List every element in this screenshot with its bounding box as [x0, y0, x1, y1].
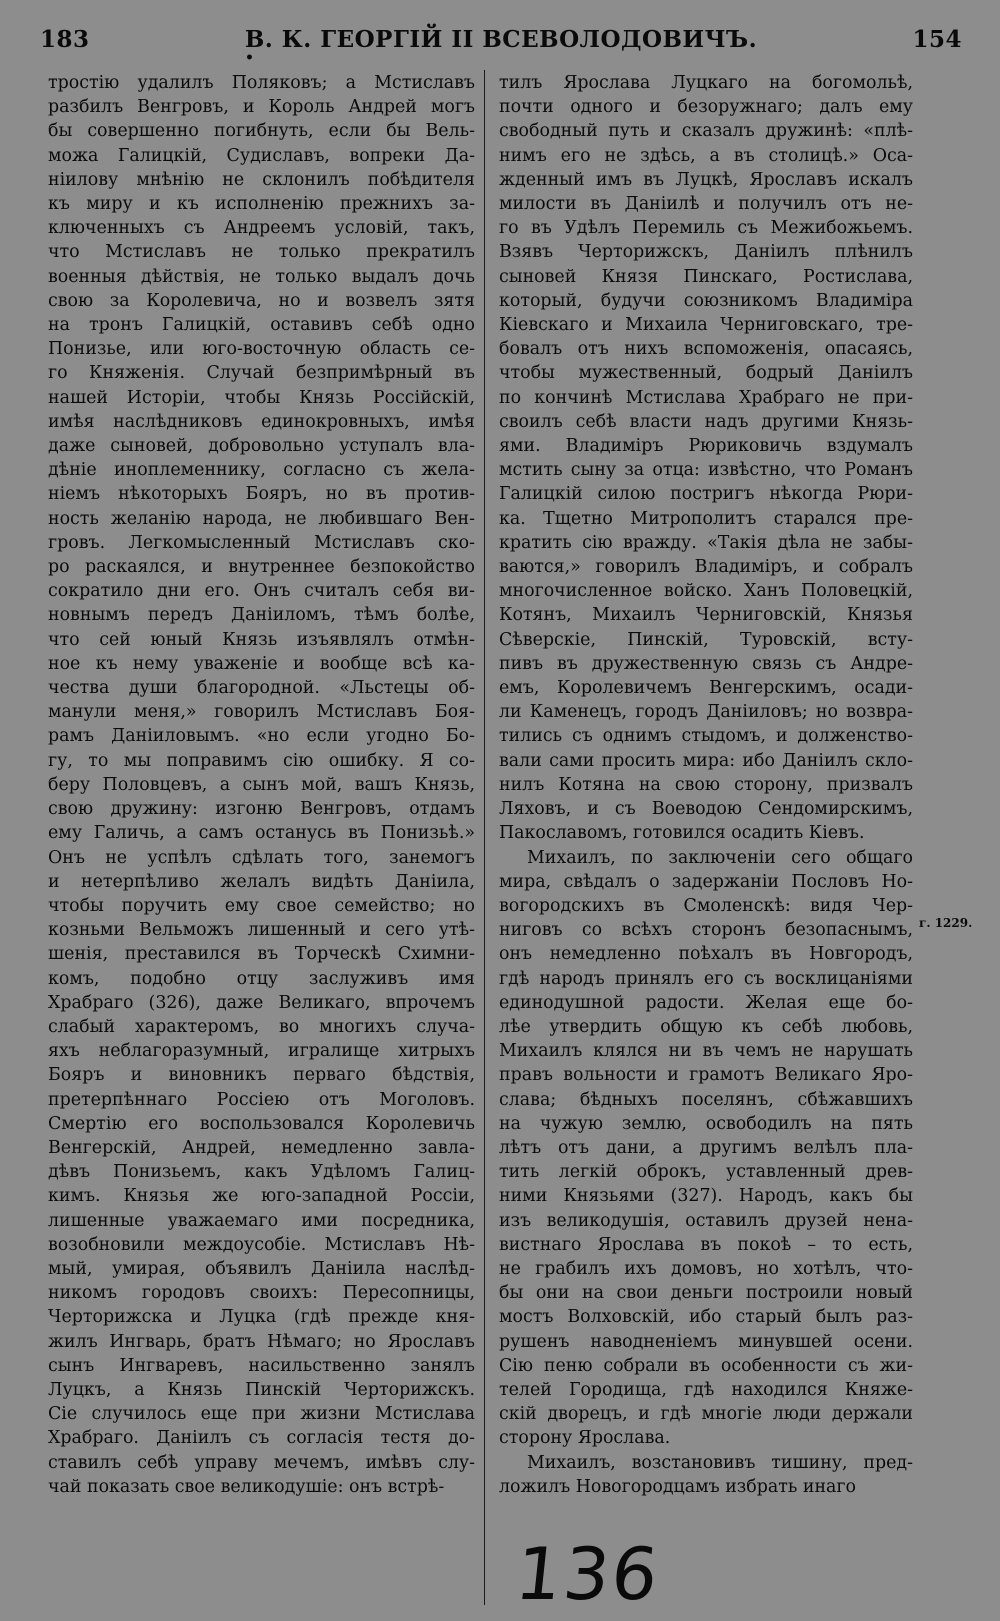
text-line: никомъ городовъ своихъ: Пересопницы,: [48, 1283, 475, 1304]
text-line: чтобы мужественный, бодрый Даніилъ: [499, 363, 913, 384]
text-line: телей Городища, гдѣ находился Княже-: [499, 1379, 913, 1400]
text-line: что Мстиславъ не только прекратилъ: [48, 242, 475, 263]
text-line: го въ Удѣлъ Перемиль съ Межибожьемъ.: [499, 218, 913, 239]
text-line: тилъ Ярослава Луцкаго на богомольѣ,: [499, 73, 913, 93]
text-line: нашей Исторіи, чтобы Князь Россійскій,: [48, 387, 475, 408]
text-line: ро раскаялся, и внутреннее безпокойство: [48, 557, 475, 578]
text-line: Котянъ, Михаилъ Черниговскій, Князья: [499, 605, 913, 626]
text-line: нилъ Котяна на свою сторону, призвалъ: [499, 774, 913, 795]
text-line: Сію пеню собрали въ особенности съ жи-: [499, 1355, 913, 1376]
text-line: Храбраго (326), даже Великаго, впрочемъ: [48, 992, 475, 1013]
text-line: Сіе случилось еще при жизни Мстислава: [48, 1404, 475, 1425]
text-line: Храбраго. Даніилъ съ согласія тестя до-: [48, 1428, 475, 1449]
text-line: не грабилъ ихъ домовъ, но хотѣлъ, что-: [499, 1258, 913, 1279]
page-number-right: 154: [912, 26, 962, 53]
header-dot: •: [245, 50, 255, 66]
running-header: [40, 26, 962, 66]
text-line: правъ вольности и грамотъ Великаго Яро-: [499, 1065, 913, 1086]
text-line: Бояръ и виновникъ перваго бѣдствія,: [48, 1065, 475, 1086]
text-line: слава; бѣдныхъ поселянъ, сбѣжавшихъ: [499, 1089, 913, 1110]
text-line: лишенные уважаемаго ими посредника,: [48, 1210, 475, 1231]
text-line: къ миру и къ исполненію прежнихъ за-: [48, 194, 475, 215]
text-line: мстить сыну за отца: извѣстно, что Романъ: [499, 460, 913, 481]
page-number-left: 183: [40, 26, 90, 53]
text-line: Михаилъ, возстановивъ тишину, пред-: [527, 1452, 913, 1473]
text-line: что сей юный Князь изъявлялъ отмѣн-: [48, 629, 475, 650]
text-line: вогородскихъ въ Смоленскѣ: видя Чер-: [499, 895, 913, 916]
text-line: Венгерскій, Андрей, немедленно завла-: [48, 1137, 475, 1158]
text-line: изъ великодушія, оставилъ друзей нена-: [499, 1210, 913, 1231]
text-line: военныя дѣйствія, не только выдалъ дочь: [48, 266, 475, 287]
text-line: комъ, подобно отцу заслуживъ имя: [48, 968, 475, 989]
text-line: ставилъ себѣ управу мечемъ, имѣвъ слу-: [48, 1452, 475, 1473]
text-line: Понизье, или юго-восточную область се-: [48, 339, 475, 360]
text-line: гу, то мы поправимъ сію ошибку. Я со-: [48, 750, 475, 771]
text-line: Онъ не успѣлъ сдѣлать того, занемогъ: [48, 847, 475, 868]
text-line: жилъ Ингварь, братъ Нѣмаго; но Ярославъ: [48, 1331, 475, 1352]
text-line: вистнаго Ярослава въ покоѣ – то есть,: [499, 1234, 913, 1255]
text-line: имѣя наслѣдниковъ единокровныхъ, имѣя: [48, 411, 475, 432]
text-line: своилъ себѣ власти надъ другими Князь-: [499, 411, 913, 432]
text-line: Галицкій силою постригъ нѣкогда Рюри-: [499, 484, 913, 505]
text-line: ями. Владиміръ Рюриковичь вздумалъ: [499, 436, 913, 457]
text-line: новнымъ передъ Даніиломъ, тѣмъ болѣе,: [48, 605, 475, 626]
text-line: Ляховъ, и съ Воеводою Сендомирскимъ,: [499, 799, 913, 820]
text-line: яхъ неблагоразумный, игралище хитрыхъ: [48, 1041, 475, 1062]
text-line: Кіевскаго и Михаила Черниговскаго, тре-: [499, 315, 913, 336]
running-title: В. К. ГЕОРГІЙ II ВСЕВОЛОДОВИЧЪ.: [244, 26, 758, 53]
handwritten-folio-number: 136: [511, 1532, 664, 1616]
text-line: претерпѣннаго Россіею отъ Моголовъ.: [48, 1089, 475, 1110]
text-line: почти одного и безоружнаго; далъ ему: [499, 97, 913, 118]
text-line: сократило дни его. Онъ считалъ себя ви-: [48, 581, 475, 602]
text-line: многочисленное войско. Ханъ Половецкій,: [499, 581, 913, 602]
text-line: и нетерпѣливо желалъ видѣть Даніила,: [48, 871, 475, 892]
text-line: ему Галичь, а самъ останусь въ Понизьѣ.»: [48, 823, 475, 844]
text-line: ніилову мнѣнію не склонилъ побѣдителя: [48, 169, 475, 190]
text-line: ключенныхъ съ Андреемъ условій, такъ,: [48, 218, 475, 239]
text-line: гдѣ народъ принялъ его съ восклицаніями: [499, 968, 913, 989]
text-line: емъ, Королевичемъ Венгерскимъ, осади-: [499, 678, 913, 699]
text-line: беру Половцевъ, а сынъ мой, вашъ Князь,: [48, 774, 475, 795]
text-line: сыновей Князя Пинскаго, Ростислава,: [499, 266, 913, 287]
text-line: ніемъ нѣкоторыхъ Бояръ, но въ против-: [48, 484, 475, 505]
text-line: сынъ Ингваревъ, насильственно занялъ: [48, 1355, 475, 1376]
text-line: разбилъ Венгровъ, и Король Андрей могъ: [48, 97, 475, 118]
right-text-column: [499, 71, 913, 1499]
text-line: Сѣверскіе, Пинскій, Туровскій, всту-: [499, 629, 913, 650]
text-line: манули меня,» говорилъ Мстиславъ Боя-: [48, 702, 475, 723]
text-line: бы они на свои деньги построили новый: [499, 1283, 913, 1304]
text-line: ниговъ со всѣхъ сторонъ безопаснымъ,: [499, 920, 913, 941]
text-line: рушенъ наводненіемъ минувшей осени.: [499, 1331, 913, 1352]
text-line: свою дружину: изгоню Венгровъ, отдамъ: [48, 799, 475, 820]
text-line: Черторижска и Луцка (гдѣ прежде кня-: [48, 1307, 475, 1328]
text-line: на чужую землю, освободилъ на пять: [499, 1113, 913, 1134]
text-line: вали сами просить мира: ибо Даніилъ скло-: [499, 750, 913, 771]
left-text-column: [48, 71, 475, 1499]
text-line: ли Каменецъ, городъ Даніиловъ; но возвра-: [499, 702, 913, 723]
text-line: свою за Королевича, но и возвелъ зятя: [48, 290, 475, 311]
text-line: дѣвъ Понизьемъ, какъ Удѣломъ Галиц-: [48, 1162, 475, 1183]
text-line: даже сыновей, добровольно уступалъ вла-: [48, 436, 475, 457]
text-line: можа Галицкій, Судиславъ, вопреки Да-: [48, 145, 475, 166]
text-line: кимъ. Князья же юго-западной Россіи,: [48, 1186, 475, 1207]
text-line: чтобы поручить ему свое семейство; но: [48, 895, 475, 916]
text-line: ложилъ Новогородцамъ избрать инаго: [499, 1476, 857, 1497]
text-line: тить легкій оброкъ, уставленный древ-: [499, 1162, 913, 1183]
text-line: ное къ нему уваженіе и вообще всѣ ка-: [48, 653, 475, 674]
text-line: лѣтъ отъ дани, а другимъ велѣлъ пла-: [499, 1137, 913, 1158]
text-line: Михаилъ клялся ни въ чемъ не нарушать: [499, 1041, 913, 1062]
text-line: шенія, преставился въ Торческѣ Схимни-: [48, 944, 475, 965]
text-line: тростію удалилъ Поляковъ; а Мстиславъ: [48, 73, 475, 93]
text-line: на тронъ Галицкій, оставивъ себѣ одно: [48, 315, 475, 336]
text-line: бы совершенно погибнуть, если бы Вель-: [48, 121, 475, 142]
text-line: ними Князьями (327). Народъ, какъ бы: [499, 1186, 913, 1207]
column-divider: [484, 70, 485, 1605]
text-line: онъ немедленно поѣхалъ въ Новгородъ,: [499, 944, 913, 965]
text-line: который, будучи союзникомъ Владиміра: [499, 290, 913, 311]
text-line: Смертію его воспользовался Королевичь: [48, 1113, 475, 1134]
text-line: Луцкъ, а Князь Пинскій Черторижскъ.: [48, 1379, 475, 1400]
text-line: бовалъ отъ нихъ вспоможенія, опасаясь,: [499, 339, 913, 360]
text-line: ваются,» говорилъ Владиміръ, и собралъ: [499, 557, 913, 578]
text-line: свободный путь и сказалъ дружинѣ: «плѣ-: [499, 121, 913, 142]
text-line: жденный имъ въ Луцкѣ, Ярославъ искалъ: [499, 169, 913, 190]
text-line: чай показать свое великодушіе: онъ встрѣ-: [48, 1476, 445, 1497]
text-line: Взявъ Черторижскъ, Даніилъ плѣнилъ: [499, 242, 913, 263]
text-line: по кончинѣ Мстислава Храбраго не при-: [499, 387, 913, 408]
text-line: скій дворецъ, и гдѣ многіе люди держали: [499, 1404, 913, 1425]
text-line: милости въ Даніилѣ и получилъ отъ не-: [499, 194, 913, 215]
text-line: ность желанію народа, не любившаго Вен-: [48, 508, 475, 529]
text-line: слабый характеромъ, во многихъ случа-: [48, 1016, 475, 1037]
text-line: мый, умирая, объявилъ Даніила наслѣд-: [48, 1258, 475, 1279]
text-line: гровъ. Легкомысленный Мстиславъ ско-: [48, 532, 475, 553]
text-line: ка. Тщетно Митрополитъ старался пре-: [499, 508, 913, 529]
text-line: кратить сію вражду. «Такія дѣла не забы-: [499, 532, 913, 553]
text-line: нимъ его не здѣсь, а въ столицѣ.» Оса-: [499, 145, 913, 166]
text-line: козньми Вельможъ лишенный и сего утѣ-: [48, 920, 475, 941]
text-line: Пакославомъ, готовился осадить Кіевъ.: [499, 823, 865, 844]
text-line: единодушной радости. Желая еще бо-: [499, 992, 913, 1013]
margin-year-note: г. 1229.: [919, 916, 973, 930]
text-line: дѣніе иноплеменнику, согласно съ жела-: [48, 460, 475, 481]
text-line: рамъ Даніиловымъ. «но если угодно Бо-: [48, 726, 475, 747]
text-line: го Княженія. Случай безпримѣрный въ: [48, 363, 475, 384]
text-line: чества души благородной. «Льстецы об-: [48, 678, 475, 699]
text-line: мира, свѣдалъ о задержаніи Пословъ Но-: [499, 871, 913, 892]
text-line: пивъ въ дружественную связь съ Андре-: [499, 653, 913, 674]
text-line: мостъ Волховскій, ибо старый былъ раз-: [499, 1307, 913, 1328]
text-line: возобновили междоусобіе. Мстиславъ Нѣ-: [48, 1234, 475, 1255]
text-line: тились съ однимъ стыдомъ, и долженство-: [499, 726, 913, 747]
text-line: Михаилъ, по заключеніи сего общаго: [527, 847, 913, 868]
text-line: лѣе утвердить общую къ себѣ любовь,: [499, 1016, 913, 1037]
text-line: сторону Ярослава.: [499, 1428, 671, 1449]
